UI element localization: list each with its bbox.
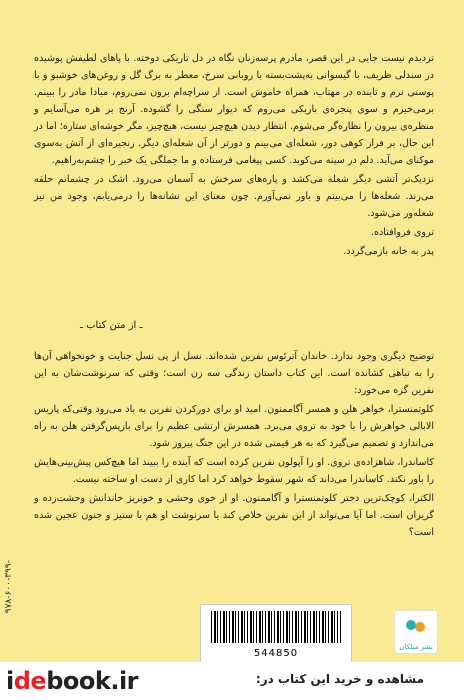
excerpt-paragraph-4: پدر به خانه بازمی‌گردد. [343,246,434,257]
synopsis-paragraph-2: کلوتمنسترا، خواهر هلن و همسر آگاممنون. امید او برای دورکردن نفرین به باد می‌رود وقتی‌که پاریس الابالی خواهرش را با خود به تروی می‌برد. همسرش ارتشی عظیم را برای بازپس‌گرفتن هلن به راه می‌اندازد و تصمیم می‌گیرد که به هر قیمتی شده در این جنگ پیروز شود. [34,404,434,449]
watermark-text: مشاهده و خرید این کتاب در: [255,672,424,686]
watermark-bar[interactable] [0,662,464,700]
isbn-vertical: ۹۷۸-۶۰۰-۳۹۹- [4,560,14,614]
synopsis-paragraph-1: توضیح دیگری وجود ندارد. خاندان آترئوس نفرین شده‌اند. نسل از پی نسل جنایت و خونخواهی آن‌ها را به تباهی کشانده است. این کتاب داستان زندگی سه زن است؛ وقتی که سرنوشت‌شان به این نفرین گره می‌خورد: [34,351,434,396]
excerpt-paragraph-3: تروی فروافتاده. [370,227,434,238]
synopsis-paragraph-4: الکترا، کوچک‌ترین دختر کلوتمنسترا و آگاممنون. او از خوی وحشی و خونریز خاندانش وحشت‌زده و گریزان است. اما آیا می‌تواند از این نفرین خلاص کند یا سرنوشت او هم با ستیز و جنون عجین شده است؟ [34,493,434,538]
excerpt-paragraph-2: نزدیک‌تر آتشی دیگر شعله می‌کشد و پاره‌های سرخش به آسمان می‌رود. اشک در چشمانم حلقه می‌زند. شعله‌ها را می‌بینم و باور نمی‌آورم. چون معنای این نشانه‌ها را درمی‌یابم، وجود من نیز شعله‌ور می‌شود. [34,174,434,219]
synopsis-block [34,348,434,543]
watermark-logo[interactable]: idebook.ir [6,667,138,695]
excerpt-paragraph-1: تردیدم نیست جایی در این قصر، مادرم پرسه‌زنان نگاه در دل تاریکی دوخته. با پاهای لطیفش پوشیده در سندلی ظریف، با گیسوانی به‌پشت‌بسته با روبانی سرخ، معطر به برگ گل و روغن‌های خوشبو و با پوستی نرم و تابنده در مهتاب، همراه خاموش است. از سراچه‌ام برون نمی‌روم، مبادا مادر را ببینم. برمی‌خیزم و سوی پنجره‌ی باریکی می‌روم که دیوار سنگی را گشوده. آرنج بر هره می‌آسایم و منظره‌ی بیرون را نظاره‌گر می‌شوم. انتظار دیدن هیچ‌چیز نیست، هیچ‌چیز، مگر خوشه‌ای ستاره؛ اما در این حال، بر فراز کوهی دور، شعله‌ای می‌بینم و دورتر از آن شعله‌ای دیگر. زنجیره‌ای از آتش به‌سوی موکنای می‌آید. دلم در سینه می‌کوبد. کسی پیغامی فرستاده و ما جملگی یک خبر را چشم‌به‌راهیم. [34,53,434,166]
synopsis-paragraph-3: کاساندرا، شاهزاده‌ی تروی. او را آپولون نفرین کرده است که آینده را ببیند اما هیچ‌کس پیش‌بینی‌هایش را باور نکند. کاساندرا می‌داند که شهر سقوط خواهد کرد اما کاری از دست او ساخته نیست. [34,457,434,485]
publisher-logo [394,610,438,654]
excerpt-block [34,50,434,262]
barcode-number: 544850 [253,648,299,659]
barcode-bars [211,611,341,643]
excerpt-source: ـ از متن کتاب ـ [80,320,143,331]
publisher-name: نشر میلکان [399,643,433,651]
publisher-mark-icon [404,617,428,637]
barcode [200,604,352,664]
